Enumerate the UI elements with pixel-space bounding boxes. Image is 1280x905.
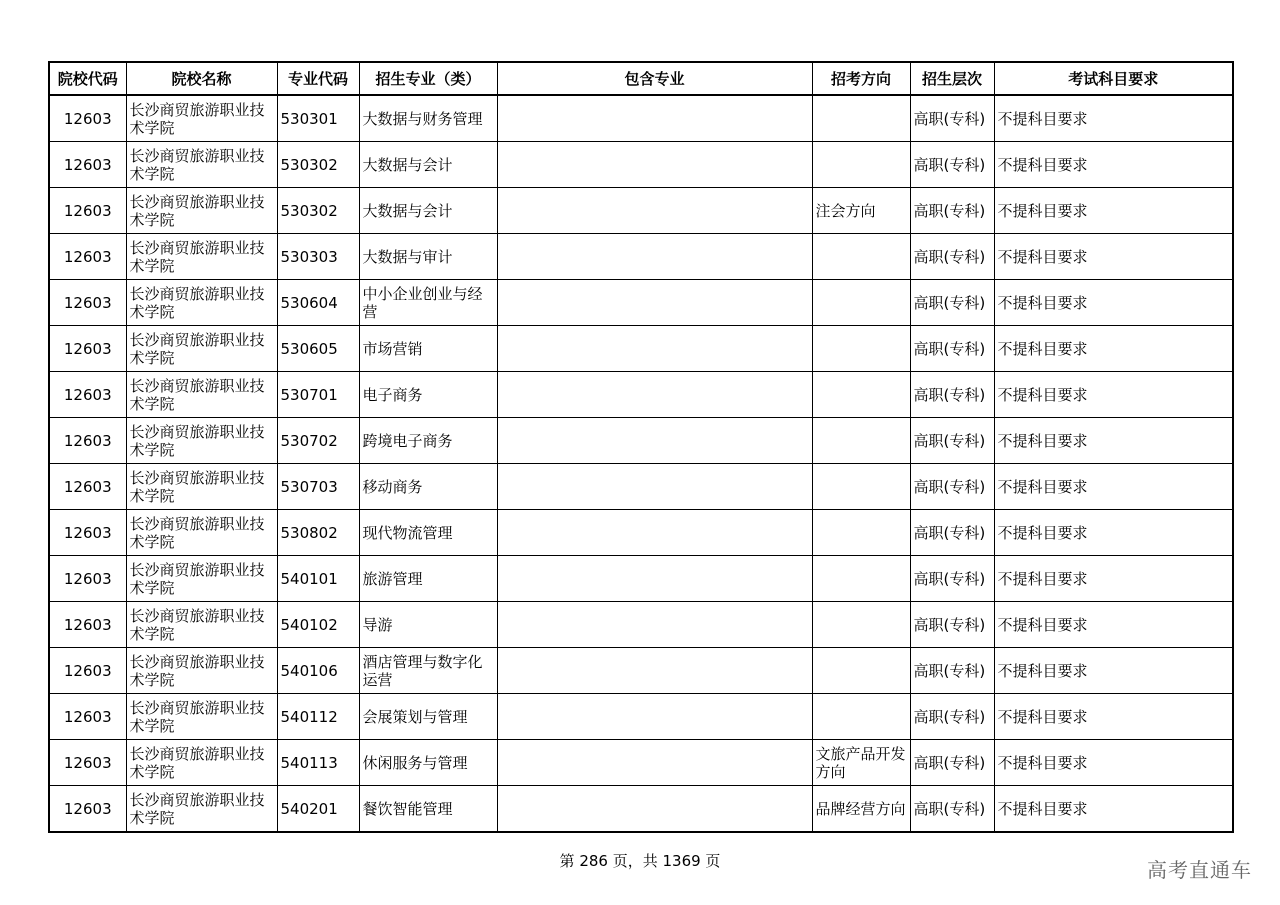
cell-level: 高职(专科) [910,280,994,326]
cell-school-code: 12603 [49,786,126,833]
cell-subject-requirement: 不提科目要求 [994,740,1233,786]
cell-school-name: 长沙商贸旅游职业技术学院 [126,188,277,234]
cell-included-majors [497,602,812,648]
cell-major-category: 旅游管理 [359,556,497,602]
header-row [49,62,1233,95]
watermark-text: 高考直通车 [1147,858,1252,882]
cell-level: 高职(专科) [910,188,994,234]
cell-level: 高职(专科) [910,602,994,648]
cell-school-code: 12603 [49,464,126,510]
header-included-majors: 包含专业 [497,62,812,95]
header-level: 招生层次 [910,62,994,95]
cell-included-majors [497,326,812,372]
cell-direction [812,280,910,326]
cell-direction [812,694,910,740]
table-row [49,372,1233,418]
cell-school-code: 12603 [49,188,126,234]
cell-direction [812,234,910,280]
cell-major-code: 540201 [277,786,359,833]
header-major-category: 招生专业（类） [359,62,497,95]
cell-included-majors [497,234,812,280]
cell-major-category: 大数据与会计 [359,188,497,234]
cell-level: 高职(专科) [910,740,994,786]
cell-school-name: 长沙商贸旅游职业技术学院 [126,510,277,556]
cell-school-code: 12603 [49,326,126,372]
cell-school-name: 长沙商贸旅游职业技术学院 [126,694,277,740]
cell-level: 高职(专科) [910,142,994,188]
cell-direction [812,556,910,602]
cell-direction: 文旅产品开发方向 [812,740,910,786]
cell-subject-requirement: 不提科目要求 [994,418,1233,464]
cell-school-name: 长沙商贸旅游职业技术学院 [126,648,277,694]
cell-major-code: 530703 [277,464,359,510]
table-row [49,510,1233,556]
cell-included-majors [497,188,812,234]
cell-major-code: 540113 [277,740,359,786]
header-subject-requirement: 考试科目要求 [994,62,1233,95]
cell-direction: 注会方向 [812,188,910,234]
cell-school-name: 长沙商贸旅游职业技术学院 [126,326,277,372]
cell-subject-requirement: 不提科目要求 [994,556,1233,602]
cell-subject-requirement: 不提科目要求 [994,372,1233,418]
cell-school-code: 12603 [49,142,126,188]
cell-level: 高职(专科) [910,95,994,142]
cell-direction [812,418,910,464]
cell-included-majors [497,372,812,418]
header-school-name: 院校名称 [126,62,277,95]
cell-school-name: 长沙商贸旅游职业技术学院 [126,556,277,602]
table-row [49,786,1233,833]
header-major-code: 专业代码 [277,62,359,95]
cell-major-code: 530302 [277,188,359,234]
cell-major-category: 会展策划与管理 [359,694,497,740]
cell-major-code: 540101 [277,556,359,602]
cell-school-code: 12603 [49,372,126,418]
cell-direction [812,510,910,556]
cell-school-code: 12603 [49,95,126,142]
cell-major-code: 540112 [277,694,359,740]
cell-level: 高职(专科) [910,464,994,510]
cell-included-majors [497,95,812,142]
cell-included-majors [497,786,812,833]
cell-level: 高职(专科) [910,234,994,280]
cell-included-majors [497,694,812,740]
table-row [49,418,1233,464]
cell-major-code: 530604 [277,280,359,326]
cell-major-code: 530701 [277,372,359,418]
cell-direction [812,602,910,648]
cell-direction [812,95,910,142]
cell-direction [812,372,910,418]
admissions-table [48,61,1234,833]
cell-major-category: 餐饮智能管理 [359,786,497,833]
cell-major-category: 导游 [359,602,497,648]
cell-major-category: 中小企业创业与经营 [359,280,497,326]
table-row [49,694,1233,740]
cell-school-code: 12603 [49,740,126,786]
cell-major-category: 酒店管理与数字化运营 [359,648,497,694]
cell-subject-requirement: 不提科目要求 [994,326,1233,372]
cell-level: 高职(专科) [910,556,994,602]
cell-school-name: 长沙商贸旅游职业技术学院 [126,418,277,464]
cell-school-name: 长沙商贸旅游职业技术学院 [126,602,277,648]
cell-school-name: 长沙商贸旅游职业技术学院 [126,372,277,418]
cell-major-code: 530302 [277,142,359,188]
header-direction: 招考方向 [812,62,910,95]
cell-major-category: 移动商务 [359,464,497,510]
cell-major-code: 540106 [277,648,359,694]
table-row [49,556,1233,602]
cell-direction [812,648,910,694]
cell-included-majors [497,648,812,694]
cell-subject-requirement: 不提科目要求 [994,648,1233,694]
cell-subject-requirement: 不提科目要求 [994,510,1233,556]
cell-school-code: 12603 [49,418,126,464]
cell-included-majors [497,142,812,188]
table-row [49,740,1233,786]
cell-subject-requirement: 不提科目要求 [994,188,1233,234]
cell-major-category: 市场营销 [359,326,497,372]
cell-level: 高职(专科) [910,694,994,740]
cell-school-name: 长沙商贸旅游职业技术学院 [126,142,277,188]
table-row [49,188,1233,234]
table-row [49,142,1233,188]
cell-included-majors [497,510,812,556]
cell-school-code: 12603 [49,280,126,326]
cell-level: 高职(专科) [910,510,994,556]
cell-major-category: 大数据与审计 [359,234,497,280]
cell-major-code: 540102 [277,602,359,648]
cell-school-name: 长沙商贸旅游职业技术学院 [126,234,277,280]
cell-direction [812,464,910,510]
table-body [49,95,1233,832]
cell-school-name: 长沙商贸旅游职业技术学院 [126,740,277,786]
cell-included-majors [497,464,812,510]
cell-major-category: 大数据与财务管理 [359,95,497,142]
cell-school-name: 长沙商贸旅游职业技术学院 [126,280,277,326]
cell-level: 高职(专科) [910,372,994,418]
cell-direction [812,142,910,188]
cell-subject-requirement: 不提科目要求 [994,234,1233,280]
cell-level: 高职(专科) [910,786,994,833]
cell-subject-requirement: 不提科目要求 [994,464,1233,510]
cell-major-code: 530605 [277,326,359,372]
cell-school-name: 长沙商贸旅游职业技术学院 [126,464,277,510]
table-row [49,326,1233,372]
cell-subject-requirement: 不提科目要求 [994,694,1233,740]
cell-subject-requirement: 不提科目要求 [994,142,1233,188]
cell-included-majors [497,556,812,602]
cell-school-code: 12603 [49,234,126,280]
table-row [49,602,1233,648]
cell-level: 高职(专科) [910,418,994,464]
cell-school-code: 12603 [49,510,126,556]
cell-major-category: 现代物流管理 [359,510,497,556]
cell-major-category: 跨境电子商务 [359,418,497,464]
table-row [49,464,1233,510]
cell-level: 高职(专科) [910,326,994,372]
cell-major-code: 530301 [277,95,359,142]
cell-subject-requirement: 不提科目要求 [994,786,1233,833]
cell-major-code: 530802 [277,510,359,556]
cell-school-code: 12603 [49,648,126,694]
table-row [49,648,1233,694]
cell-major-category: 休闲服务与管理 [359,740,497,786]
cell-major-code: 530303 [277,234,359,280]
cell-subject-requirement: 不提科目要求 [994,95,1233,142]
cell-school-code: 12603 [49,694,126,740]
cell-school-code: 12603 [49,602,126,648]
table-row [49,280,1233,326]
cell-major-category: 电子商务 [359,372,497,418]
cell-subject-requirement: 不提科目要求 [994,602,1233,648]
cell-school-code: 12603 [49,556,126,602]
cell-level: 高职(专科) [910,648,994,694]
cell-included-majors [497,740,812,786]
cell-direction [812,326,910,372]
cell-included-majors [497,418,812,464]
admissions-table-sheet [48,61,1232,833]
cell-subject-requirement: 不提科目要求 [994,280,1233,326]
header-school-code: 院校代码 [49,62,126,95]
table-row [49,234,1233,280]
cell-school-name: 长沙商贸旅游职业技术学院 [126,786,277,833]
cell-school-name: 长沙商贸旅游职业技术学院 [126,95,277,142]
cell-major-code: 530702 [277,418,359,464]
cell-major-category: 大数据与会计 [359,142,497,188]
page-number: 第 286 页，共 1369 页 [559,852,721,870]
cell-included-majors [497,280,812,326]
cell-direction: 品牌经营方向 [812,786,910,833]
table-row [49,95,1233,142]
